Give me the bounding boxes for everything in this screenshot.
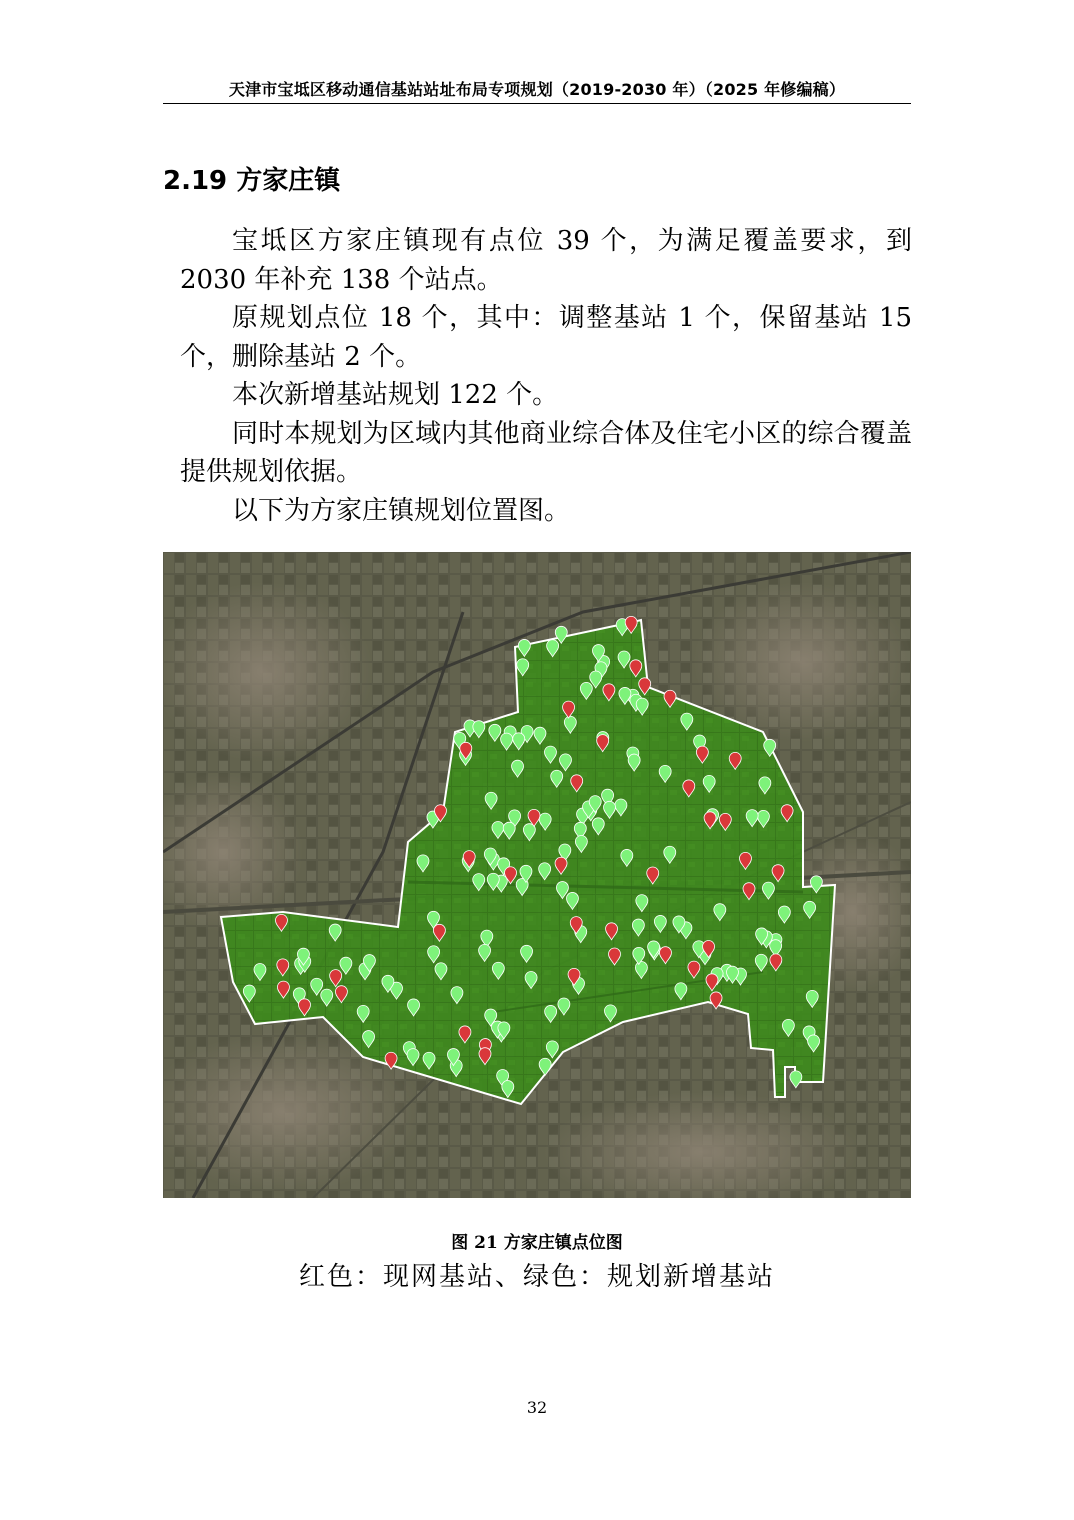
satellite-map [163,552,911,1198]
paragraph-original-plan: 原规划点位 18 个，其中：调整基站 1 个，保留基站 15 个，删除基站 2 个。 [180,303,912,372]
body-text [180,222,912,530]
section-title: 2.19 方家庄镇 [163,166,341,196]
header-rule [163,103,911,104]
figure-caption: 图 21 方家庄镇点位图 [451,1233,623,1253]
urban-area [163,582,373,762]
paragraph-existing-and-added: 宝坻区方家庄镇现有点位 39 个，为满足覆盖要求，到 2030 年补充 138 个站点。 [180,226,912,295]
paragraph-coverage-basis: 同时本规划为区域内其他商业综合体及住宅小区的综合覆盖提供规划依据。 [180,418,912,487]
legend-note: 红色：现网基站、绿色：规划新增基站 [298,1262,775,1292]
running-header: 天津市宝坻区移动通信基站站址布局专项规划（2019-2030 年）（2025 年修编稿） [228,80,846,99]
paragraph-figure-intro: 以下为方家庄镇规划位置图。 [232,495,571,526]
station-location-map [163,552,911,1198]
paragraph-new-stations: 本次新增基站规划 122 个。 [232,380,559,410]
page-number: 32 [526,1398,548,1417]
